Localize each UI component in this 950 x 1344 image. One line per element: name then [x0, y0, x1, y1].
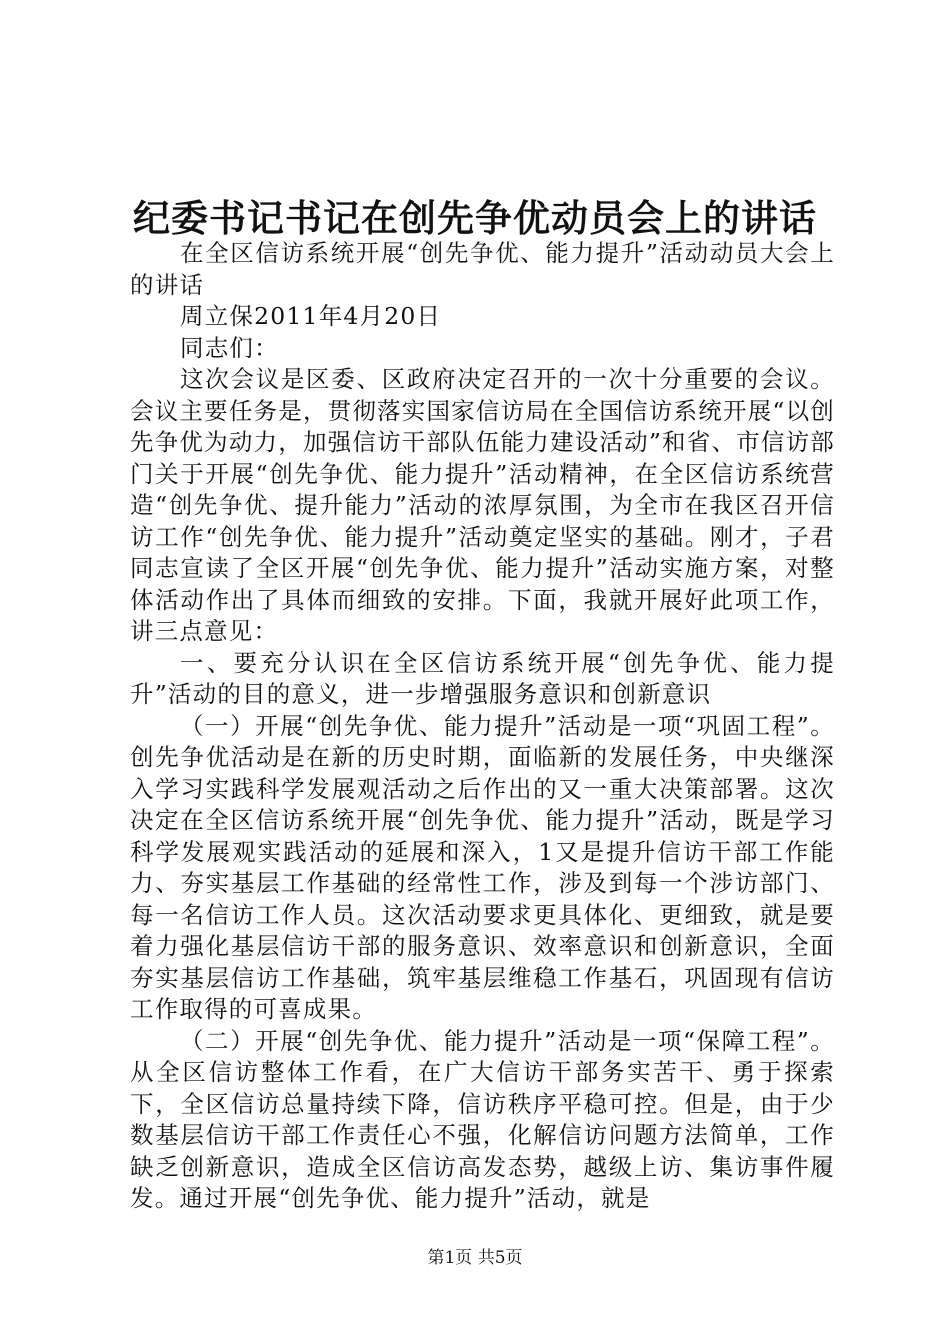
- intro-paragraph: 这次会议是区委、区政府决定召开的一次十分重要的会议。会议主要任务是，贯彻落实国家信访局在全国信访系统开展“以创先争优为动力，加强信访干部队伍能力建设活动”和省、市信访部门关于开展“创先争优、能力提升”活动精神，在全区信访系统营造“创先争优、提升能力”活动的浓厚氛围，为全市在我区召开信访工作“创先争优、能力提升”活动奠定坚实的基础。刚才，子君同志宣读了全区开展“创先争优、能力提升”活动实施方案，对整体活动作出了具体而细致的安排。下面，我就开展好此项工作，讲三点意见：: [130, 365, 835, 645]
- subsection-paragraph-2: （二）开展“创先争优、能力提升”活动是一项“保障工程”。从全区信访整体工作看，在广大信访干部务实苦干、勇于探索下，全区信访总量持续下降，信访秩序平稳可控。但是，由于少数基层信访干部工作责任心不强，化解信访问题方法简单，工作缺乏创新意识，造成全区信访高发态势，越级上访、集访事件履发。通过开展“创先争优、能力提升”活动，就是: [130, 1026, 835, 1212]
- document-body: [130, 238, 835, 1215]
- subsection-paragraph-1: （一）开展“创先争优、能力提升”活动是一项“巩固工程”。创先争优活动是在新的历史时期，面临新的发展任务，中央继深入学习实践科学发展观活动之后作出的又一重大决策部署。这次决定在全区信访系统开展“创先争优、能力提升”活动，既是学习科学发展观实践活动的延展和深入，1又是提升信访干部工作能力、夯实基层工作基础的经常性工作，涉及到每一个涉访部门、每一名信访工作人员。这次活动要求更具体化、更细致，就是要着力强化基层信访干部的服务意识、效率意识和创新意识，全面夯实基层信访工作基础，筑牢基层维稳工作基石，巩固现有信访工作取得的可喜成果。: [130, 711, 835, 1023]
- salutation: 同志们：: [180, 333, 279, 362]
- author-date-line: 周立保2011年4月20日: [180, 302, 442, 330]
- document-title: 纪委书记书记在创先争优动员会上的讲话: [133, 196, 817, 240]
- subtitle-paragraph: 在全区信访系统开展“创先争优、能力提升”活动动员大会上的讲话: [130, 239, 835, 299]
- section-heading-1: 一、要充分认识在全区信访系统开展“创先争优、能力提升”活动的目的意义，进一步增强服务意识和创新意识: [130, 648, 835, 708]
- page-footer: 第1页 共5页: [427, 1248, 523, 1268]
